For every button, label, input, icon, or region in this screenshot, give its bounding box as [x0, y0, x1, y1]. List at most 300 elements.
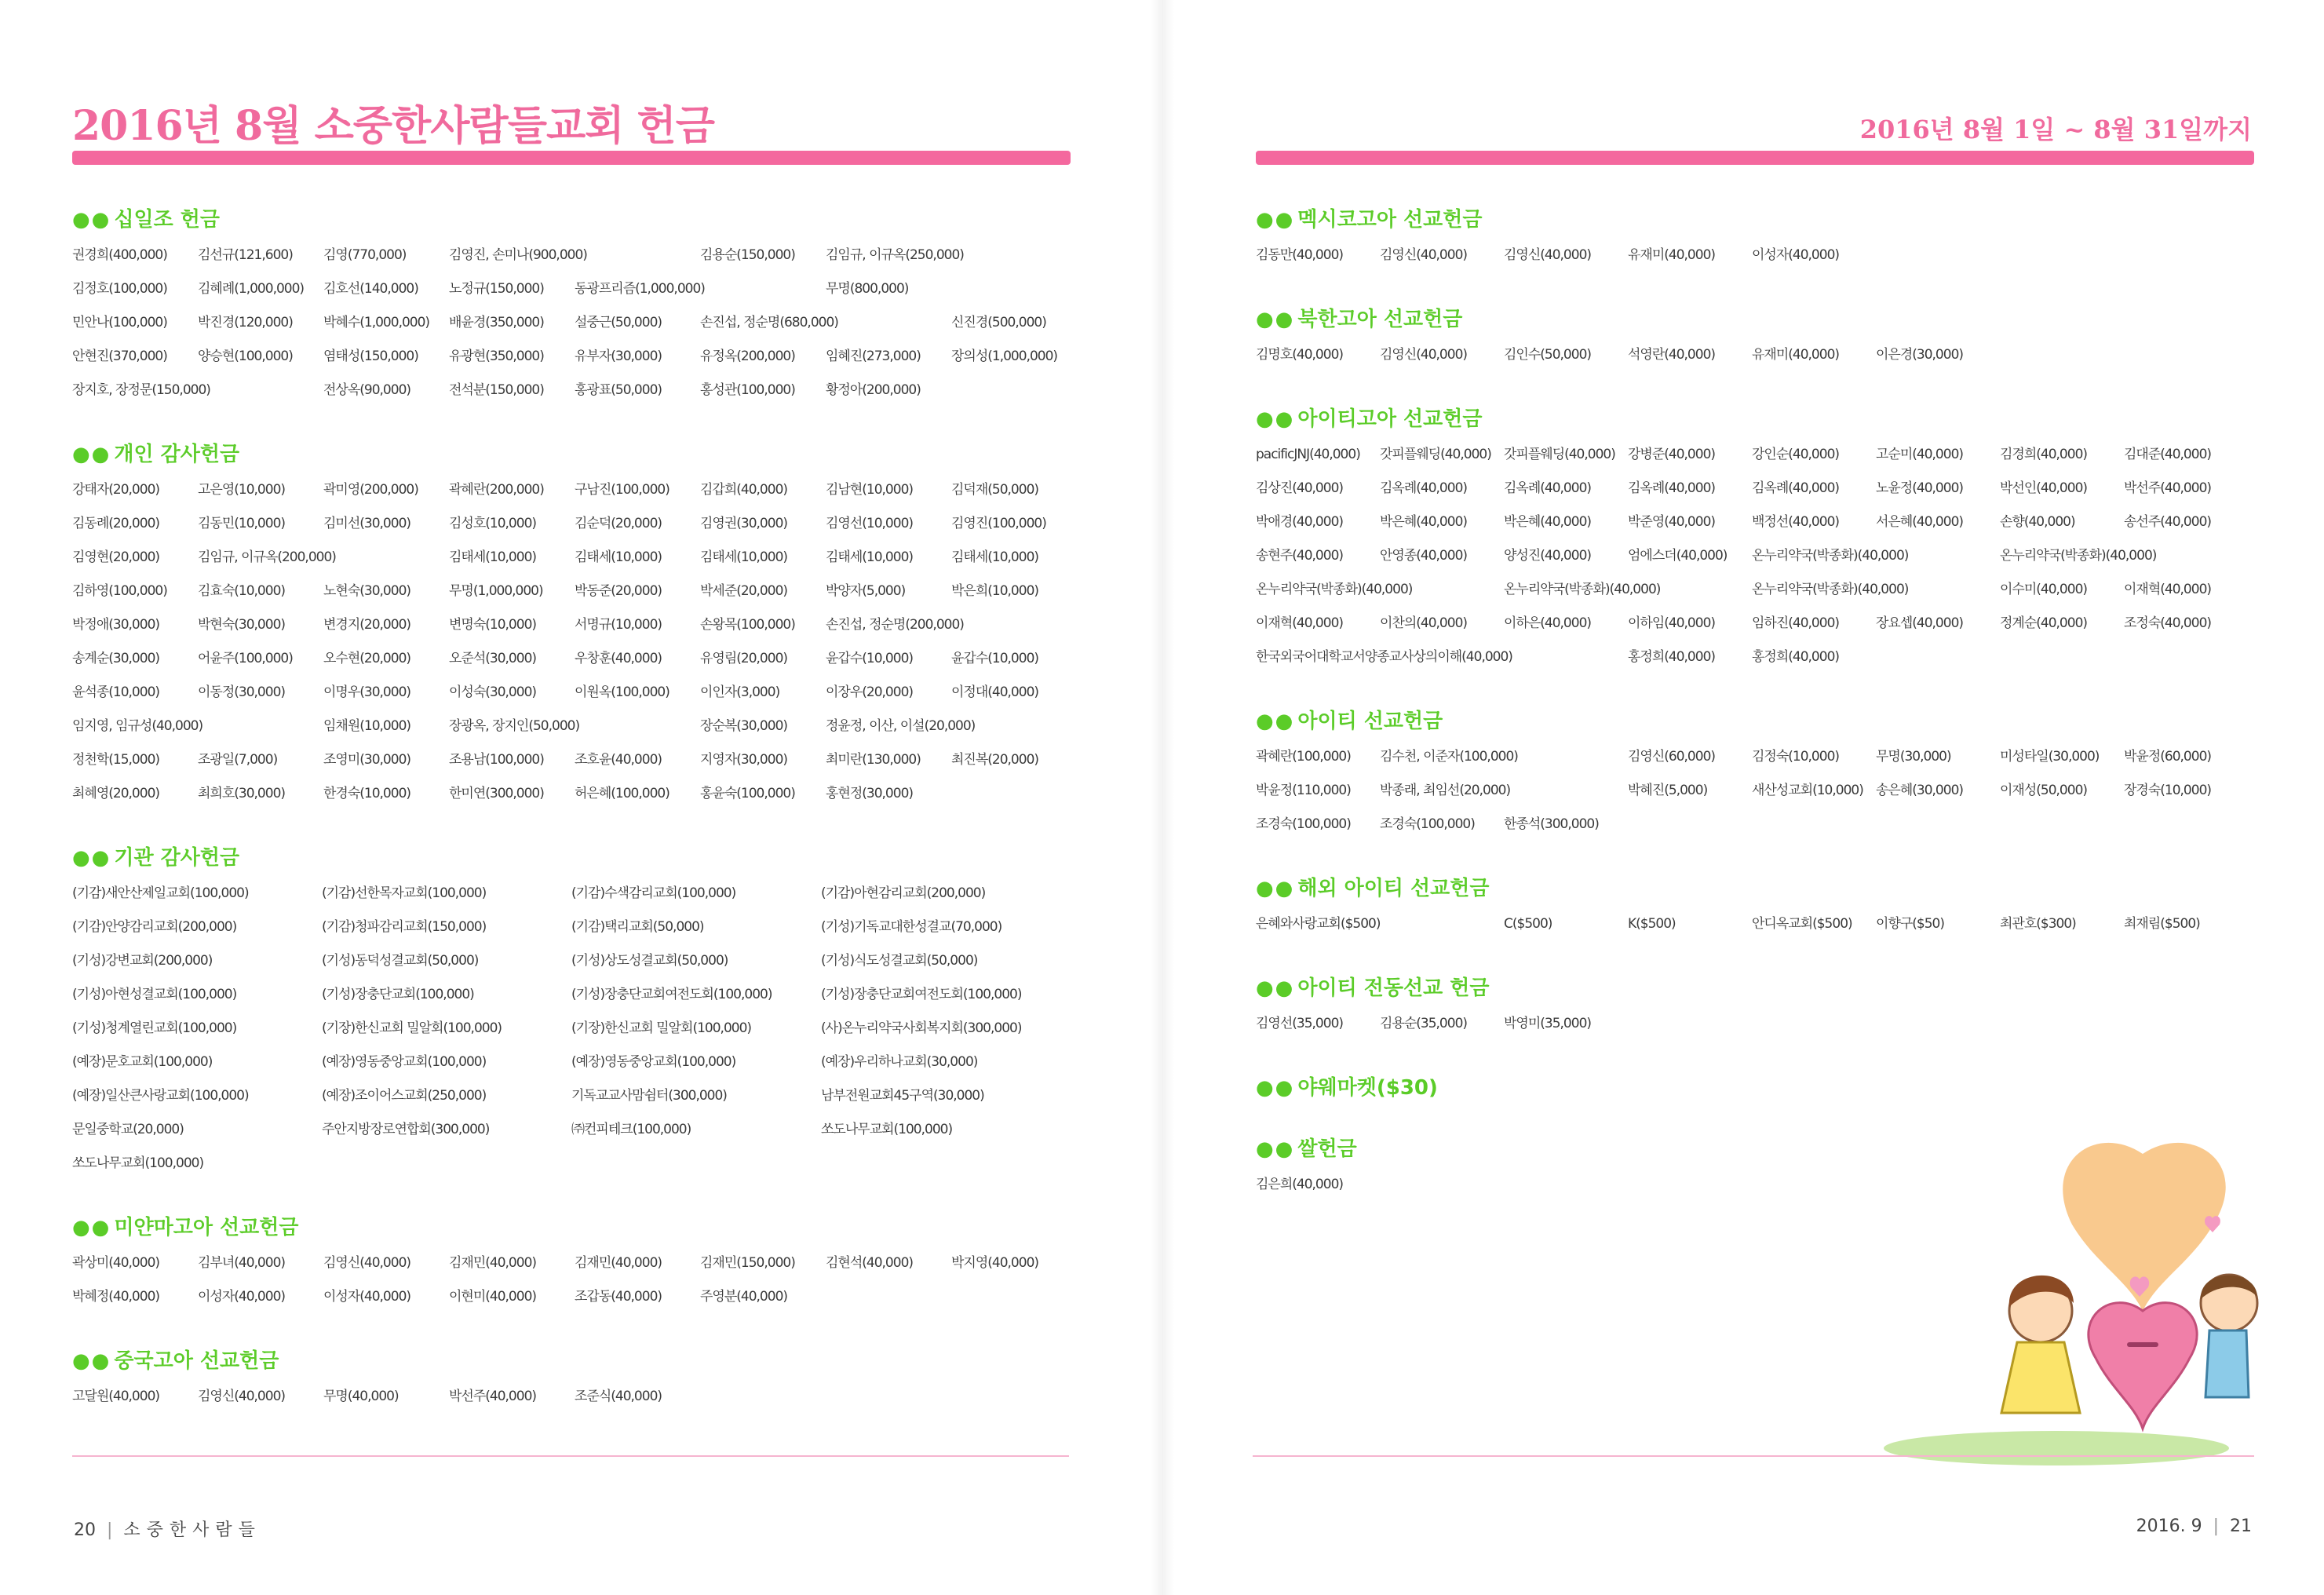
donor-entry: (기성)장충단교회여전도회(100,000): [821, 987, 1022, 1002]
donor-entry: [1504, 641, 1628, 674]
section-overseas-haiti: [1256, 874, 2253, 941]
donor-entry: (기성)장충단교회여전도회(100,000): [571, 987, 772, 1002]
donor-entry: 곽상미(40,000): [72, 1255, 160, 1271]
section-title: ●● 북한고아 선교헌금: [1256, 308, 1463, 331]
donor-entry: 김영선(10,000): [826, 516, 914, 531]
donor-entry: 박선주(40,000): [2124, 480, 2212, 496]
donor-entry: 갓피플웨딩(40,000): [1504, 447, 1615, 462]
period-heading: 2016년 8월 1일 ~ 8월 31일까지: [1859, 115, 2252, 144]
donor-entry: 온누리약국(박종화)(40,000): [1504, 582, 1661, 597]
donor-entry: 전상옥(90,000): [323, 382, 411, 398]
donor-entry: pacificJNJ(40,000): [1256, 447, 1360, 462]
donor-entry: 김은희(40,000): [1256, 1177, 1344, 1192]
section-institution-thanks: [72, 844, 1085, 1181]
donor-entry: 은혜와사랑교회($500): [1256, 916, 1381, 932]
right-column: [1256, 206, 2253, 1235]
bullet-dots-icon: ●●: [1256, 208, 1295, 232]
donor-list: [72, 473, 1085, 811]
donor-entry: 정계순(40,000): [2000, 615, 2088, 631]
donor-entry: 송계순(30,000): [72, 651, 160, 666]
donor-entry: 박혜진(5,000): [1628, 783, 1708, 798]
section-tithe: [72, 206, 1085, 407]
donor-entry: 손향(40,000): [2000, 514, 2075, 530]
donor-entry: 조영미(30,000): [323, 752, 411, 768]
donor-entry: 김영(770,000): [323, 247, 407, 263]
donor-entry: (기성)식도성결교회(50,000): [821, 953, 978, 969]
magazine-name: 소중한사람들: [123, 1520, 261, 1540]
donor-entry: 유재미(40,000): [1628, 247, 1716, 263]
bullet-dots-icon: ●●: [72, 846, 111, 870]
donor-entry: 김수천, 이준자(100,000): [1380, 749, 1518, 765]
donor-entry: 강병준(40,000): [1628, 447, 1716, 462]
donor-entry: (예장)조이어스교회(250,000): [322, 1088, 487, 1104]
donor-entry: 배윤경(350,000): [449, 315, 544, 330]
section-title: ●● 아이티고아 선교헌금: [1256, 407, 1483, 431]
donor-entry: (기성)아현성결교회(100,000): [72, 987, 237, 1002]
donor-entry: 문일중학교(20,000): [72, 1122, 184, 1137]
section-title: ●● 야웨마켓($30): [1256, 1076, 1438, 1100]
bullet-dots-icon: ●●: [72, 1349, 111, 1373]
donor-entry: [700, 1380, 826, 1414]
donor-entry: 주안지방장로연합회(300,000): [322, 1122, 490, 1137]
donor-entry: 김태세(10,000): [575, 549, 662, 565]
donor-entry: 김정호(100,000): [72, 281, 167, 297]
donor-entry: 손왕목(100,000): [700, 617, 795, 633]
donor-entry: 유재미(40,000): [1752, 347, 1840, 363]
donor-entry: 김영선(35,000): [1256, 1016, 1344, 1031]
donor-entry: 박양자(5,000): [826, 583, 906, 599]
donor-entry: 윤갑수(10,000): [951, 651, 1039, 666]
donor-entry: [1380, 641, 1504, 674]
donor-entry: 서명규(10,000): [575, 617, 662, 633]
donor-entry: 오준석(30,000): [449, 651, 537, 666]
donor-entry: [826, 1380, 951, 1414]
section-title: ●● 미얀마고아 선교헌금: [72, 1216, 299, 1239]
donor-entry: 박혜수(1,000,000): [323, 315, 430, 330]
donor-entry: 강인순(40,000): [1752, 447, 1840, 462]
section-yahweh-market: [1256, 1074, 2253, 1102]
section-myanmar-orphan: [72, 1214, 1085, 1314]
donor-entry: 김미선(30,000): [323, 516, 411, 531]
donor-entry: 변명숙(10,000): [449, 617, 537, 633]
donor-entry: 한미연(300,000): [449, 786, 544, 801]
donor-entry: 온누리약국(박종화)(40,000): [1752, 548, 1909, 564]
donor-entry: 김태세(10,000): [951, 549, 1039, 565]
bullet-dots-icon: ●●: [1256, 710, 1295, 733]
donor-entry: [951, 777, 1077, 811]
donor-entry: 박선주(40,000): [449, 1389, 537, 1404]
donor-entry: (기장)한신교회 밀알회(100,000): [571, 1020, 752, 1036]
donor-entry: 김경희(40,000): [2000, 447, 2088, 462]
donor-entry: 박진경(120,000): [198, 315, 293, 330]
donor-entry: 고은영(10,000): [198, 482, 286, 498]
donor-entry: 김남현(10,000): [826, 482, 914, 498]
donor-entry: 이성숙(30,000): [449, 684, 537, 700]
donor-entry: 곽미영(200,000): [323, 482, 418, 498]
donor-list: [72, 877, 1085, 1181]
donor-entry: 곽혜란(100,000): [1256, 749, 1351, 765]
donor-entry: [700, 272, 826, 306]
donor-entry: [2000, 808, 2124, 841]
donor-entry: 이하은(40,000): [1504, 615, 1592, 631]
donor-entry: [1628, 1007, 1752, 1041]
donor-entry: 최미란(130,000): [826, 752, 921, 768]
donor-entry: (기감)수색감리교회(100,000): [571, 885, 736, 901]
donor-entry: [2124, 641, 2248, 674]
donor-entry: 어윤주(100,000): [198, 651, 293, 666]
donor-entry: [951, 1280, 1077, 1314]
donor-entry: 설중근(50,000): [575, 315, 662, 330]
donor-entry: 무명(40,000): [323, 1389, 399, 1404]
donor-entry: 이성자(40,000): [198, 1289, 286, 1305]
donor-list: [1256, 907, 2253, 941]
donor-entry: 전석분(150,000): [449, 382, 544, 398]
donor-entry: 손진섭, 정순명(200,000): [826, 617, 964, 633]
bullet-dots-icon: ●●: [1256, 877, 1295, 900]
donor-entry: [1504, 774, 1628, 808]
donor-entry: 김상진(40,000): [1256, 480, 1344, 496]
donor-entry: 무명(30,000): [1876, 749, 1951, 765]
donor-entry: 무명(1,000,000): [449, 583, 543, 599]
donor-entry: [1628, 573, 1752, 607]
donor-entry: 유부자(30,000): [575, 349, 662, 364]
donor-entry: 손진섭, 정순명(680,000): [700, 315, 838, 330]
donor-entry: 김태세(10,000): [826, 549, 914, 565]
donor-entry: 박선인(40,000): [2000, 480, 2088, 496]
donor-entry: 김옥례(40,000): [1628, 480, 1716, 496]
donor-entry: 김영신(40,000): [323, 1255, 411, 1271]
donor-entry: 구남진(100,000): [575, 482, 669, 498]
donor-entry: 유광현(350,000): [449, 349, 544, 364]
donor-entry: [571, 1147, 821, 1181]
donor-entry: [826, 1280, 951, 1314]
donor-entry: 조준식(40,000): [575, 1389, 662, 1404]
donor-entry: 이장우(20,000): [826, 684, 914, 700]
donor-entry: [323, 541, 449, 575]
donor-entry: 동광프리즘(1,000,000): [575, 281, 705, 297]
donor-entry: 안디옥교회($500): [1752, 916, 1852, 932]
donor-entry: 조정숙(40,000): [2124, 615, 2212, 631]
donor-entry: 조갑동(40,000): [575, 1289, 662, 1305]
section-title: ●● 중국고아 선교헌금: [72, 1349, 279, 1373]
donor-entry: 무명(800,000): [826, 281, 909, 297]
donor-entry: [1380, 907, 1504, 941]
donor-entry: 한국외국어대학교서양종교사상의이해(40,000): [1256, 649, 1512, 665]
donor-entry: [1752, 1168, 1876, 1202]
donor-entry: [951, 710, 1077, 743]
donor-entry: 이성자(40,000): [323, 1289, 411, 1305]
donor-entry: (예장)일산큰사랑교회(100,000): [72, 1088, 249, 1104]
donor-entry: [1876, 239, 2000, 272]
donor-entry: 오수현(20,000): [323, 651, 411, 666]
donor-entry: [1876, 1007, 2000, 1041]
donor-entry: 김영신(40,000): [198, 1389, 286, 1404]
donor-entry: [821, 1147, 1071, 1181]
donor-entry: [1876, 573, 2000, 607]
section-title: ●● 십일조 헌금: [72, 208, 221, 232]
donor-entry: 이은경(30,000): [1876, 347, 1964, 363]
section-china-orphan: [72, 1347, 1085, 1414]
donor-entry: 박세준(20,000): [700, 583, 788, 599]
donor-entry: 김명호(40,000): [1256, 347, 1344, 363]
donor-entry: 조광일(7,000): [198, 752, 278, 768]
title-underline-bar-right: [1256, 151, 2254, 165]
donor-entry: 최진복(20,000): [951, 752, 1039, 768]
donor-entry: 온누리약국(박종화)(40,000): [1256, 582, 1413, 597]
bullet-dots-icon: ●●: [1256, 308, 1295, 331]
donor-entry: 조경숙(100,000): [1256, 816, 1351, 832]
donor-entry: 민안나(100,000): [72, 315, 167, 330]
donor-entry: 주영분(40,000): [700, 1289, 788, 1305]
donor-entry: 김재민(40,000): [575, 1255, 662, 1271]
donor-entry: 장요셉(40,000): [1876, 615, 1964, 631]
donor-entry: 장의성(1,000,000): [951, 349, 1058, 364]
donor-entry: 송선주(40,000): [2124, 514, 2212, 530]
donor-entry: 김갑희(40,000): [700, 482, 788, 498]
donor-entry: [2124, 808, 2248, 841]
donor-entry: 김덕재(50,000): [951, 482, 1039, 498]
donor-entry: 김용순(150,000): [700, 247, 795, 263]
donor-entry: (기성)동덕성결교회(50,000): [322, 953, 479, 969]
donor-entry: 김임규, 이규옥(200,000): [198, 549, 336, 565]
bullet-dots-icon: ●●: [1256, 1076, 1295, 1100]
donor-entry: (기성)강변교회(200,000): [72, 953, 213, 969]
donor-entry: 서은혜(40,000): [1876, 514, 1964, 530]
donor-entry: 김효숙(10,000): [198, 583, 286, 599]
donor-entry: [2124, 239, 2248, 272]
donor-entry: (기감)안양감리교회(200,000): [72, 919, 237, 935]
donor-entry: 김영신(60,000): [1628, 749, 1716, 765]
donor-entry: 이하임(40,000): [1628, 615, 1716, 631]
donor-entry: 김임규, 이규옥(250,000): [826, 247, 964, 263]
donor-entry: [2000, 641, 2124, 674]
donor-list: [1256, 438, 2253, 674]
donor-entry: 박준영(40,000): [1628, 514, 1716, 530]
donor-entry: 안현진(370,000): [72, 349, 167, 364]
donor-list: [72, 1380, 1085, 1414]
girl-dress-icon: [2001, 1342, 2080, 1413]
donor-entry: 김혜례(1,000,000): [198, 281, 305, 297]
donor-entry: 박윤정(60,000): [2124, 749, 2212, 765]
donor-entry: 박종래, 최임선(20,000): [1380, 783, 1511, 798]
donor-entry: 온누리약국(박종화)(40,000): [2000, 548, 2157, 564]
donor-entry: (기감)청파감리교회(150,000): [322, 919, 487, 935]
donor-list: [72, 1246, 1085, 1314]
donor-entry: 이찬의(40,000): [1380, 615, 1468, 631]
donor-entry: 이현미(40,000): [449, 1289, 537, 1305]
donor-entry: [322, 1147, 571, 1181]
donor-entry: 쏘도나무교회(100,000): [821, 1122, 953, 1137]
section-title: ●● 아이티 선교헌금: [1256, 710, 1443, 733]
donor-entry: 김대준(40,000): [2124, 447, 2212, 462]
donor-entry: 이수미(40,000): [2000, 582, 2088, 597]
donor-entry: 김인수(50,000): [1504, 347, 1592, 363]
donor-entry: [1504, 1168, 1628, 1202]
donor-entry: [951, 1380, 1077, 1414]
donor-entry: 김영진(100,000): [951, 516, 1046, 531]
bullet-dots-icon: ●●: [1256, 976, 1295, 1000]
donor-entry: 김동례(20,000): [72, 516, 160, 531]
donor-entry: 새산성교회(10,000): [1752, 783, 1863, 798]
donor-entry: 박윤정(110,000): [1256, 783, 1351, 798]
donor-entry: 정윤정, 이산, 이설(20,000): [826, 718, 976, 734]
donor-entry: 김선규(121,600): [198, 247, 293, 263]
coin-slot-icon: [2127, 1342, 2158, 1347]
donor-entry: 이재혁(40,000): [2124, 582, 2212, 597]
donor-entry: [951, 374, 1077, 407]
donor-entry: 김옥례(40,000): [1752, 480, 1840, 496]
donor-entry: 최희호(30,000): [198, 786, 286, 801]
page-number: 21: [2230, 1517, 2252, 1536]
section-title: ●● 쌀헌금: [1256, 1137, 1357, 1161]
donor-entry: (기감)선한목자교회(100,000): [322, 885, 487, 901]
section-personal-thanks: [72, 440, 1085, 811]
bullet-dots-icon: ●●: [72, 443, 111, 466]
donor-entry: 박현숙(30,000): [198, 617, 286, 633]
donor-entry: 송현주(40,000): [1256, 548, 1344, 564]
donor-entry: 허은혜(100,000): [575, 786, 669, 801]
donor-entry: 김영현(20,000): [72, 549, 160, 565]
donor-entry: 이인자(3,000): [700, 684, 780, 700]
donor-entry: 박동준(20,000): [575, 583, 662, 599]
donor-entry: 박혜정(40,000): [72, 1289, 160, 1305]
donor-entry: 신진경(500,000): [951, 315, 1046, 330]
footer-rule-left: [72, 1455, 1069, 1457]
donor-entry: 장지호, 장정문(150,000): [72, 382, 210, 398]
donor-entry: 이원옥(100,000): [575, 684, 669, 700]
donor-entry: 강태자(20,000): [72, 482, 160, 498]
kids-heart-illustration: [1860, 1130, 2253, 1468]
donor-entry: 김옥례(40,000): [1504, 480, 1592, 496]
donor-entry: (기성)청계열린교회(100,000): [72, 1020, 237, 1036]
donor-entry: 송은혜(30,000): [1876, 783, 1964, 798]
left-column: [72, 206, 1085, 1447]
donor-list: [1256, 239, 2253, 272]
donor-entry: 김현석(40,000): [826, 1255, 914, 1271]
donor-entry: 노현숙(30,000): [323, 583, 411, 599]
donor-entry: [1752, 808, 1876, 841]
donor-entry: [2000, 338, 2124, 372]
donor-entry: 김영권(30,000): [700, 516, 788, 531]
donor-entry: [1628, 808, 1752, 841]
donor-entry: 이향구($50): [1876, 916, 1944, 932]
donor-entry: 한종석(300,000): [1504, 816, 1599, 832]
donor-entry: 노정규(150,000): [449, 281, 544, 297]
donor-entry: 안영종(40,000): [1380, 548, 1468, 564]
donor-entry: [198, 710, 323, 743]
section-title: ●● 멕시코고아 선교헌금: [1256, 208, 1483, 232]
donor-entry: 갓피플웨딩(40,000): [1380, 447, 1491, 462]
donor-entry: 양승현(100,000): [198, 349, 293, 364]
donor-entry: 우창훈(40,000): [575, 651, 662, 666]
donor-list: [72, 239, 1085, 407]
section-mexico-orphan: [1256, 206, 2253, 272]
issue-date: 2016. 9: [2136, 1517, 2202, 1536]
donor-entry: 홍윤숙(100,000): [700, 786, 795, 801]
donor-entry: 유정옥(200,000): [700, 349, 795, 364]
donor-entry: 이정대(40,000): [951, 684, 1039, 700]
donor-entry: [1504, 740, 1628, 774]
donor-entry: [2124, 338, 2248, 372]
donor-entry: [951, 608, 1077, 642]
donor-entry: 염태성(150,000): [323, 349, 418, 364]
donor-entry: 변경지(20,000): [323, 617, 411, 633]
donor-entry: 임혜진(273,000): [826, 349, 921, 364]
donor-entry: 쏘도나무교회(100,000): [72, 1155, 204, 1171]
donor-entry: 김동민(10,000): [198, 516, 286, 531]
donor-entry: [1380, 573, 1504, 607]
donor-entry: 윤석종(10,000): [72, 684, 160, 700]
donor-entry: [951, 239, 1077, 272]
donor-entry: 조용남(100,000): [449, 752, 544, 768]
donor-entry: 김성호(10,000): [449, 516, 537, 531]
donor-entry: 고순미(40,000): [1876, 447, 1964, 462]
section-haiti-orphan: [1256, 405, 2253, 674]
donor-entry: (예장)우리하나교회(30,000): [821, 1054, 978, 1070]
bullet-dots-icon: ●●: [72, 1216, 111, 1239]
donor-entry: 김정숙(10,000): [1752, 749, 1840, 765]
donor-entry: 최관호($300): [2000, 916, 2076, 932]
donor-entry: (예장)영동중앙교회(100,000): [322, 1054, 487, 1070]
donor-entry: 김용순(35,000): [1380, 1016, 1468, 1031]
donor-entry: 유영림(20,000): [700, 651, 788, 666]
donor-entry: [2000, 1007, 2124, 1041]
section-title: ●● 아이티 전동선교 헌금: [1256, 976, 1490, 1000]
donor-entry: 김영신(40,000): [1380, 247, 1468, 263]
donor-entry: C($500): [1504, 916, 1552, 932]
page-title: 2016년 8월 소중한사람들교회 헌금: [72, 102, 715, 150]
donor-entry: 홍정희(40,000): [1752, 649, 1840, 665]
donor-entry: (기성)기독교대한성결교(70,000): [821, 919, 1002, 935]
donor-entry: 박지영(40,000): [951, 1255, 1039, 1271]
donor-entry: 조호윤(40,000): [575, 752, 662, 768]
donor-list: [1256, 338, 2253, 372]
donor-entry: 권경희(400,000): [72, 247, 167, 263]
page-number: 20: [74, 1520, 96, 1540]
donor-entry: (기성)상도성결교회(50,000): [571, 953, 728, 969]
donor-entry: 김영신(40,000): [1380, 347, 1468, 363]
donor-entry: 이재혁(40,000): [1256, 615, 1344, 631]
donor-entry: 장광옥, 장지인(50,000): [449, 718, 580, 734]
donor-entry: 홍현정(30,000): [826, 786, 914, 801]
donor-entry: [1380, 1168, 1504, 1202]
section-north-korea-orphan: [1256, 305, 2253, 372]
donor-entry: 미성타일(30,000): [2000, 749, 2100, 765]
donor-entry: 이동정(30,000): [198, 684, 286, 700]
boy-shirt-icon: [2205, 1330, 2249, 1397]
donor-entry: 김부녀(40,000): [198, 1255, 286, 1271]
donor-entry: 지영자(30,000): [700, 752, 788, 768]
donor-entry: 곽혜란(200,000): [449, 482, 544, 498]
donor-entry: (기장)한신교회 밀알회(100,000): [322, 1020, 502, 1036]
donor-entry: 이재성(50,000): [2000, 783, 2088, 798]
donor-entry: [1752, 1007, 1876, 1041]
donor-entry: [1876, 641, 2000, 674]
donor-entry: [951, 272, 1077, 306]
footer-right: 2016. 9 | 21: [2136, 1517, 2252, 1536]
donor-entry: 장경숙(10,000): [2124, 783, 2212, 798]
grass-ground-icon: [1884, 1431, 2229, 1465]
donor-entry: 윤갑수(10,000): [826, 651, 914, 666]
donor-entry: 최혜영(20,000): [72, 786, 160, 801]
footer-left: 20 | 소중한사람들: [74, 1520, 261, 1540]
donor-entry: 기독교교사맘쉼터(300,000): [571, 1088, 727, 1104]
donor-entry: 김재민(40,000): [449, 1255, 537, 1271]
donor-entry: 박정애(30,000): [72, 617, 160, 633]
donor-entry: 김태세(10,000): [700, 549, 788, 565]
donor-entry: 홍광표(50,000): [575, 382, 662, 398]
donor-entry: 박은혜(40,000): [1380, 514, 1468, 530]
